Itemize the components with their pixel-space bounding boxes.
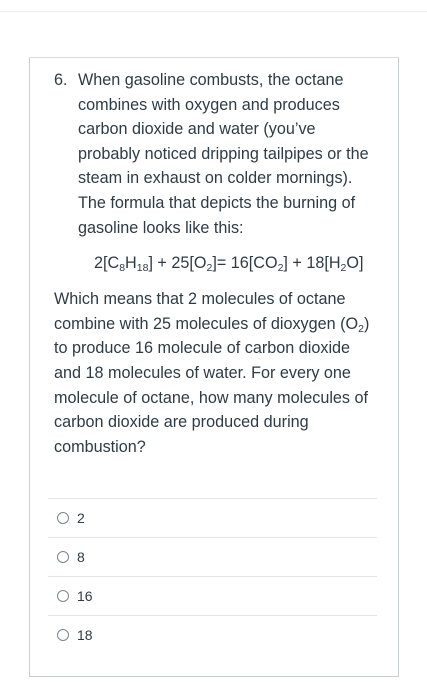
- formula-part: ] + 18[H: [283, 254, 341, 273]
- answer-label: 8: [77, 549, 85, 565]
- formula-subscript: 2: [206, 262, 213, 275]
- question-body: [54, 68, 374, 459]
- formula-subscript: 2: [277, 262, 284, 275]
- formula-part: H: [125, 254, 137, 273]
- radio-button[interactable]: [57, 551, 69, 563]
- formula-subscript: 18: [136, 262, 149, 275]
- explanation-subscript: 2: [358, 322, 364, 335]
- radio-button[interactable]: [57, 590, 69, 602]
- answer-label: 2: [77, 510, 85, 526]
- answer-label: 18: [77, 627, 93, 643]
- radio-button[interactable]: [57, 512, 69, 524]
- formula-part: ] + 25[O: [148, 254, 207, 273]
- combustion-formula: [94, 251, 374, 275]
- question-stem: [54, 68, 374, 275]
- formula-part: O]: [346, 254, 364, 273]
- explanation-part: ) to produce 16 molecule of carbon dioxide and 18 molecules of water. For every one molecule of octane, how many molecules of carbon dioxide are produced during combustion?: [54, 314, 370, 456]
- answer-list: [48, 498, 377, 654]
- radio-button[interactable]: [57, 629, 69, 641]
- question-text: [78, 68, 374, 275]
- answer-option-16[interactable]: [48, 576, 377, 615]
- answer-option-18[interactable]: [48, 615, 377, 654]
- answer-option-8[interactable]: [48, 537, 377, 576]
- formula-part: 2[C: [94, 254, 120, 273]
- question-stem-text: When gasoline combusts, the octane combines with oxygen and produces carbon dioxide and water (you’ve probably noticed dripping tailpipes or the steam in exhaust on colder mornings). The formula that depicts the burning of gasoline looks like this:: [78, 71, 369, 237]
- formula-subscript: 8: [119, 262, 126, 275]
- explanation-part: Which means that 2 molecules of octane combine with 25 molecules of dioxygen (O: [54, 290, 359, 333]
- formula-subscript: 2: [340, 262, 347, 275]
- answer-label: 16: [77, 588, 93, 604]
- top-divider: [0, 11, 427, 12]
- question-number: 6.: [54, 71, 68, 89]
- question-explanation: [54, 287, 374, 459]
- answer-option-2[interactable]: [48, 498, 377, 537]
- question-card: [29, 57, 399, 677]
- formula-part: ]= 16[CO: [212, 254, 278, 273]
